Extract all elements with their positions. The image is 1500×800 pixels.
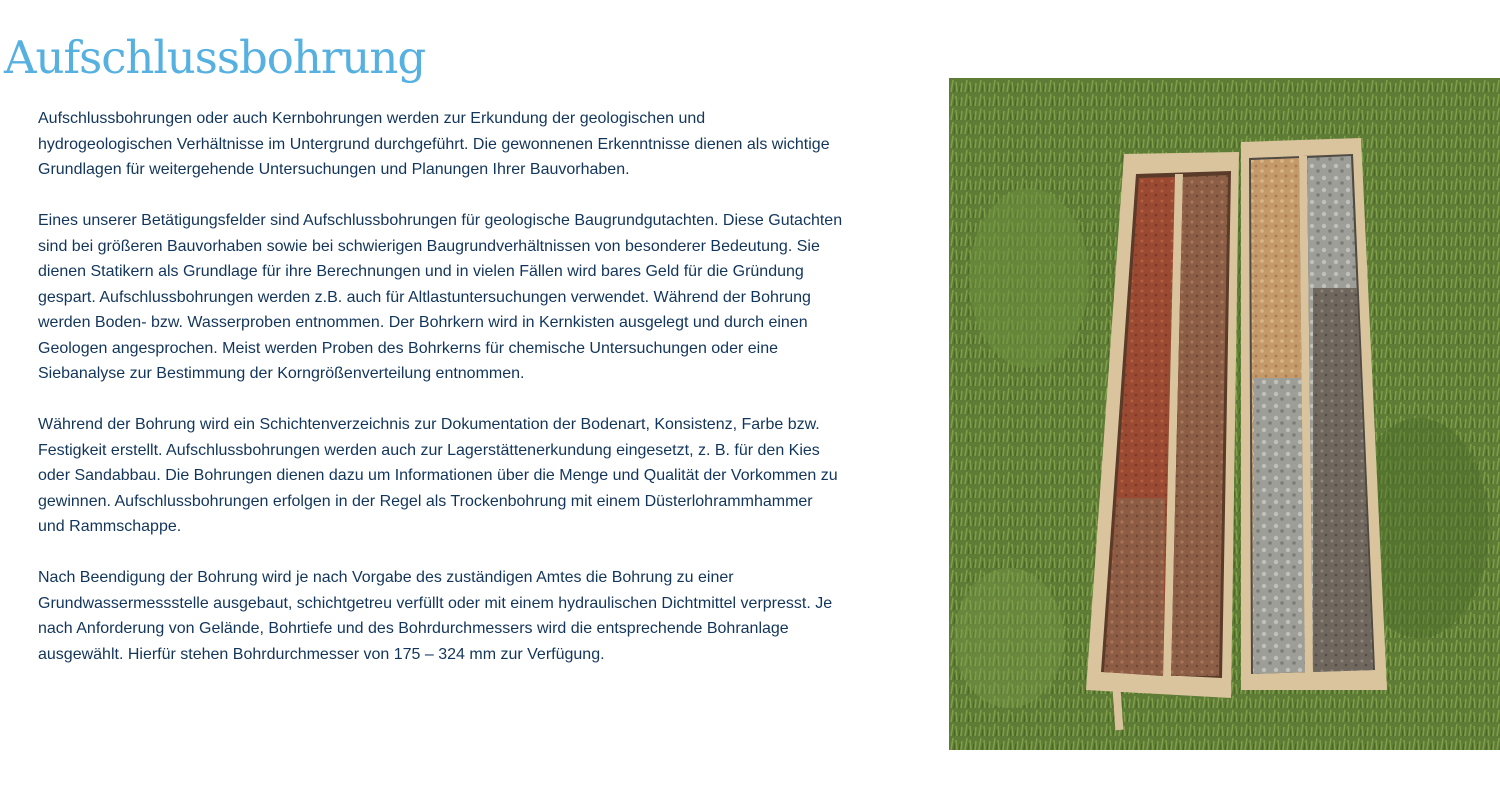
core-boxes-photo bbox=[949, 78, 1500, 750]
core-boxes-illustration bbox=[949, 78, 1500, 750]
paragraph-baugrund: Eines unserer Betätigungsfelder sind Aufschlussbohrungen für geologische Baugrundgutachten. Diese Gutachten sind bei größeren Bauvorhaben sowie bei schwierigen Baugrundverhältnissen von besonderer Bedeutung. Sie dienen Statikern als Grundlage für ihre Berechnungen und in vielen Fällen wird bares Geld für die Gründung gespart. Aufschlussbohrungen werden z.B. auch für Altlastuntersuchungen verwendet. Während der Bohrung werden Boden- bzw. Wasserproben entnommen. Der Bohrkern wird in Kernkisten ausgelegt und durch einen Geologen angesprochen. Meist werden Proben des Bohrkerns für chemische Untersuchungen oder eine Siebanalyse zur Bestimmung der Korngrößenverteilung entnommen. bbox=[38, 212, 843, 382]
content-text bbox=[38, 106, 843, 693]
page-title: Aufschlussbohrung bbox=[4, 31, 426, 84]
paragraph-intro: Aufschlussbohrungen oder auch Kernbohrungen werden zur Erkundung der geologischen und hydrogeologischen Verhältnisse im Untergrund durchgeführt. Die gewonnenen Erkenntnisse dienen als wichtige Grundlagen für weitergehende Untersuchungen und Planungen Ihrer Bauvorhaben. bbox=[38, 110, 830, 178]
paragraph-schichtenverzeichnis: Während der Bohrung wird ein Schichtenverzeichnis zur Dokumentation der Bodenart, Konsistenz, Farbe bzw. Festigkeit erstellt. Aufschlussbohrungen werden auch zur Lagerstättenerkundung eingesetzt, z. B. für den Kies oder Sandabbau. Die Bohrungen dienen dazu um Informationen über die Menge und Qualität der Vorkommen zu gewinnen. Aufschlussbohrungen erfolgen in der Regel als Trockenbohrung mit einem Düsterlohrammhammer und Rammschappe. bbox=[38, 416, 838, 535]
paragraph-ausbau: Nach Beendigung der Bohrung wird je nach Vorgabe des zuständigen Amtes die Bohrung zu einer Grundwassermessstelle ausgebaut, schichtgetreu verfüllt oder mit einem hydraulischen Dichtmittel verpresst. Je nach Anforderung von Gelände, Bohrtiefe und des Bohrdurchmessers wird die entsprechende Bohranlage ausgewählt. Hierfür stehen Bohrdurchmesser von 175 – 324 mm zur Verfügung. bbox=[38, 569, 833, 663]
